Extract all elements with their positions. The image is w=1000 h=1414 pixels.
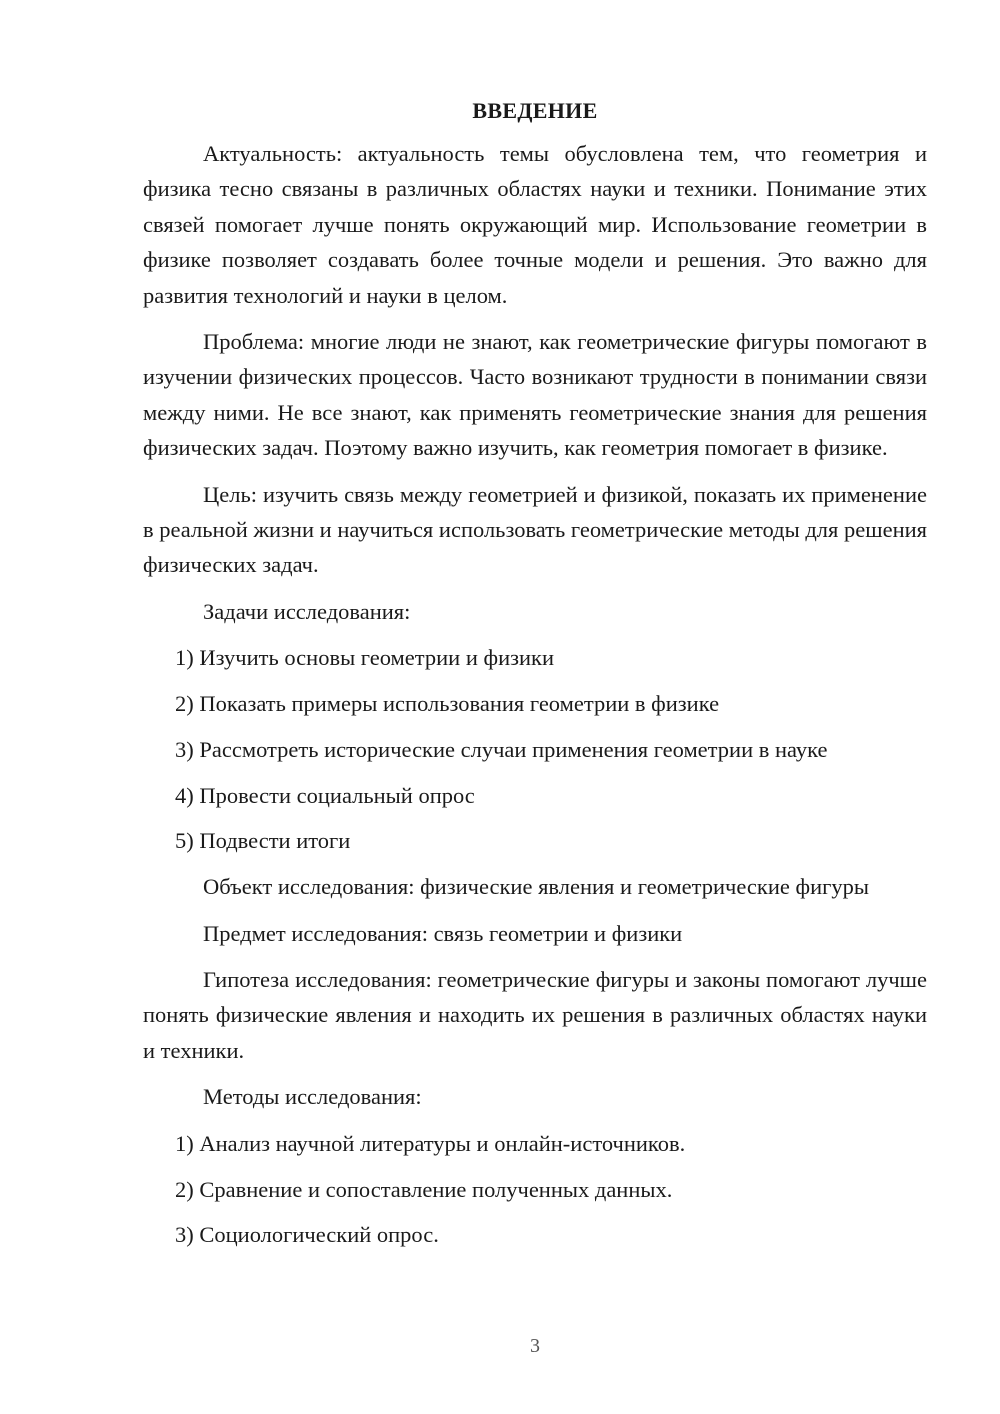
methods-list [143, 1126, 927, 1253]
list-item: 4) Провести социальный опрос [175, 782, 475, 808]
object-paragraph: Объект исследования: физические явления и геометрические фигуры [203, 874, 869, 900]
list-item: 2) Сравнение и сопоставление полученных данных. [175, 1176, 673, 1202]
list-item: 3) Социологический опрос. [175, 1222, 439, 1248]
list-item: 1) Анализ научной литературы и онлайн-источников. [175, 1130, 686, 1156]
list-item: 2) Показать примеры использования геометрии в физике [175, 691, 720, 717]
tasks-heading: Задачи исследования: [203, 598, 411, 624]
problem-paragraph: Проблема: многие люди не знают, как геометрические фигуры помогают в изучении физических процессов. Часто возникают трудности в понимании связи между ними. Не все знают, как применять геометрические знания для решения физических задач. Поэтому важно изучить, как геометрия помогает в физике. [143, 329, 927, 461]
section-title: ВВЕДЕНИЕ [472, 98, 598, 123]
methods-heading: Методы исследования: [203, 1084, 422, 1110]
document-page [143, 92, 927, 1263]
page-number: 3 [530, 1335, 540, 1357]
goal-paragraph: Цель: изучить связь между геометрией и физикой, показать их применение в реальной жизни и научиться использовать геометрические методы для решения физических задач. [143, 481, 927, 578]
hypothesis-paragraph: Гипотеза исследования: геометрические фигуры и законы помогают лучше понять физические явления и находить их решения в различных областях науки и техники. [143, 967, 927, 1063]
relevance-paragraph: Актуальность: актуальность темы обусловлена тем, что геометрия и физика тесно связаны в различных областях науки и техники. Понимание этих связей помогает лучше понять окружающий мир. Использование геометрии в физике позволяет создавать более точные модели и решения. Это важно для развития технологий и науки в целом. [143, 141, 927, 308]
list-item: 5) Подвести итоги [175, 828, 351, 854]
tasks-list [143, 640, 927, 859]
list-item: 1) Изучить основы геометрии и физики [175, 645, 555, 671]
list-item: 3) Рассмотреть исторические случаи применения геометрии в науке [175, 736, 828, 762]
subject-paragraph: Предмет исследования: связь геометрии и физики [203, 920, 683, 946]
